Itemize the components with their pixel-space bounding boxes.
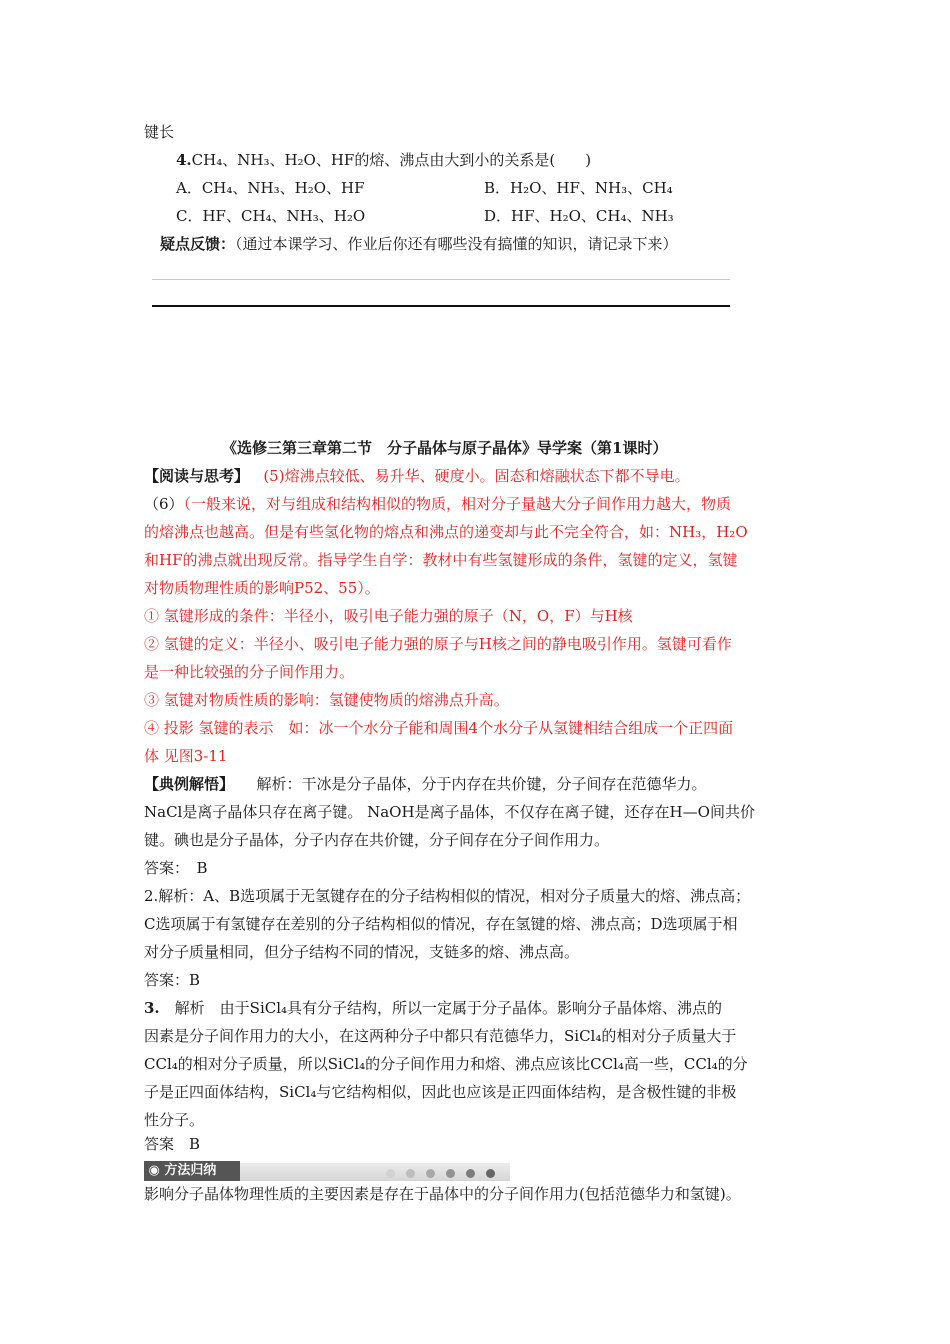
answer-line-thick xyxy=(152,305,730,307)
example-2-line-2: C选项属于有氢键存在差别的分子结构相似的情况，存在氢键的熔、沸点高；D选项属于相 xyxy=(144,915,738,933)
banner-track xyxy=(240,1163,510,1181)
banner-label xyxy=(144,1161,240,1181)
progress-dot-icon xyxy=(386,1169,395,1178)
para-6-line-4: 对物质物理性质的影响P52、55）。 xyxy=(144,579,380,597)
feedback-text: （通过本课学习、作业后你还有哪些没有搞懂的知识，请记录下来） xyxy=(235,235,678,253)
para-6-line-2: 的熔沸点也越高。但是有些氢化物的熔点和沸点的递变却与此不完全符合，如：NH₃，H₂O xyxy=(144,523,748,541)
section-title: 《选修三第三章第二节 分子晶体与原子晶体》导学案（第1课时） xyxy=(222,439,668,457)
hbond-point-4: ④ 投影 氢键的表示 如：冰一个水分子能和周围4个水分子从氢键相结合组成一个正四面 xyxy=(144,719,734,737)
answer-2: 答案：B xyxy=(144,971,201,989)
example-3-line-4: 子是正四面体结构，SiCl₄与它结构相似，因此也应该是正四面体结构，是含极性键的非极 xyxy=(144,1083,737,1101)
question-number: 4. xyxy=(176,151,192,169)
option-b: B．H₂O、HF、NH₃、CH₄ xyxy=(484,179,673,197)
question-4 xyxy=(176,150,591,170)
feedback-label: 疑点反馈： xyxy=(160,235,236,253)
option-a: A．CH₄、NH₃、H₂O、HF xyxy=(176,179,365,197)
summary-text: 影响分子晶体物理性质的主要因素是存在于晶体中的分子间作用力(包括范德华力和氢键)。 xyxy=(144,1185,741,1203)
method-summary-banner xyxy=(144,1161,510,1181)
question-text: CH₄、NH₃、H₂O、HF的熔、沸点由大到小的关系是( ) xyxy=(191,151,592,169)
answer-1: 答案： B xyxy=(144,859,208,877)
example-3-line-5: 性分子。 xyxy=(144,1111,205,1129)
example-label: 【典例解悟】 xyxy=(144,775,227,793)
progress-dot-icon xyxy=(426,1169,435,1178)
example-2-line-3: 对分子质量相同，但分子结构不同的情况，支链多的熔、沸点高。 xyxy=(144,943,580,961)
hbond-point-2: ② 氢键的定义：半径小、吸引电子能力强的原子与H核之间的静电吸引作用。氢键可看作 xyxy=(144,635,732,653)
example-line-1 xyxy=(144,774,707,794)
para-6-number: （6） xyxy=(144,495,184,513)
example-1-line-3: 键。碘也是分子晶体，分子内存在共价键，分子间存在分子间作用力。 xyxy=(144,831,610,849)
hbond-point-4-cont: 体 见图3-11 xyxy=(144,747,228,765)
feedback-line xyxy=(160,234,678,254)
read-think-text: (5)熔沸点较低、易升华、硬度小。固态和熔融状态下都不导电。 xyxy=(263,467,690,485)
progress-dot-icon xyxy=(406,1169,415,1178)
para-6-line-3: 和HF的沸点就出现反常。指导学生自学：教材中有些氢键形成的条件，氢键的定义，氢键 xyxy=(144,551,738,569)
example-1-line-2: NaCl是离子晶体只存在离子键。 NaOH是离子晶体，不仅存在离子键，还存在H—O间共价 xyxy=(144,803,755,821)
answer-3: 答案 B xyxy=(144,1135,201,1153)
example-3-line-3: CCl₄的相对分子质量，所以SiCl₄的分子间作用力和熔、沸点应该比CCl₄高一些，CCl₄的分 xyxy=(144,1055,748,1073)
example-3-text: 解析 由于SiCl₄具有分子结构，所以一定属于分子晶体。影响分子晶体熔、沸点的 xyxy=(159,999,723,1017)
answer-line-thin xyxy=(152,279,730,280)
example-3-line-1 xyxy=(144,998,722,1018)
hbond-point-1: ① 氢键形成的条件：半径小，吸引电子能力强的原子（N，O，F）与H核 xyxy=(144,607,633,625)
hbond-point-2-cont: 是一种比较强的分子间作用力。 xyxy=(144,663,355,681)
example-2-line-1: 2.解析：A、B选项属于无氢键存在的分子结构相似的情况，相对分子质量大的熔、沸点高； xyxy=(144,887,751,905)
read-think-line xyxy=(144,466,690,486)
progress-dot-icon xyxy=(486,1169,495,1178)
example-3-line-2: 因素是分子间作用力的大小，在这两种分子中都只有范德华力，SiCl₄的相对分子质量大于 xyxy=(144,1027,737,1045)
hbond-point-3: ③ 氢键对物质性质的影响：氢键使物质的熔沸点升高。 xyxy=(144,691,509,709)
text-line: 键长 xyxy=(144,123,175,141)
example-1-text: 解析：干冰是分子晶体，分于内存在共价键，分子间存在范德华力。 xyxy=(226,775,707,793)
option-c: C．HF、CH₄、NH₃、H₂O xyxy=(176,207,366,225)
read-think-label: 【阅读与思考】 xyxy=(144,467,250,485)
para-6-text: （一般来说，对与组成和结构相似的物质，相对分子量越大分子间作用力越大，物质 xyxy=(183,495,732,513)
progress-dot-icon xyxy=(446,1169,455,1178)
option-d: D．HF、H₂O、CH₄、NH₃ xyxy=(484,207,674,225)
example-3-number: 3. xyxy=(144,999,160,1017)
progress-dot-icon xyxy=(466,1169,475,1178)
para-6-line-1 xyxy=(144,494,731,514)
banner-label-text: ◉ 方法归纳 xyxy=(148,1163,217,1178)
